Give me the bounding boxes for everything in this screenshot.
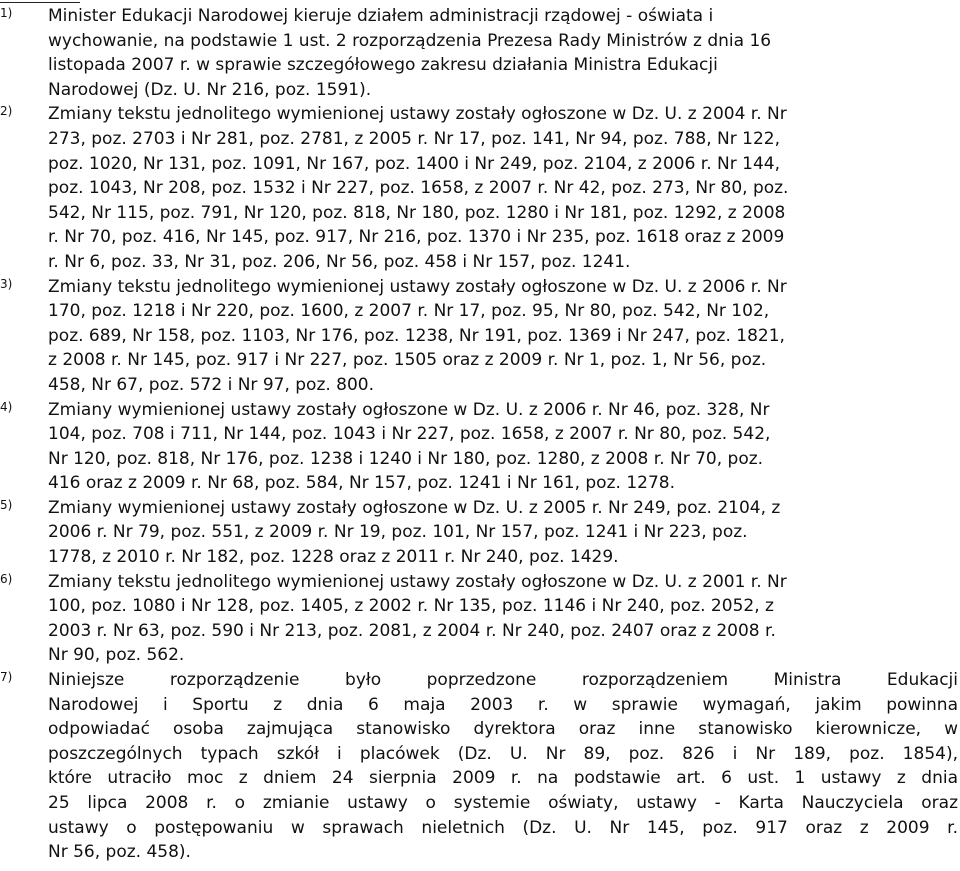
footnote-line: z 2008 r. Nr 145, poz. 917 i Nr 227, poz. 1505 oraz z 2009 r. Nr 1, poz. 1, Nr 56, poz.: [48, 350, 767, 371]
footnote-marker: 4): [0, 399, 13, 414]
footnote-line: Narodowej i Sportu z dnia 6 maja 2003 r. w sprawie wymagań, jakim powinna: [48, 694, 958, 715]
footnote-marker: 6): [0, 571, 13, 586]
footnote-line: odpowiadać osoba zajmująca stanowisko dyrektora oraz inne stanowisko kierownicze, w: [48, 719, 958, 740]
footnote-line: Narodowej (Dz. U. Nr 216, poz. 1591).: [48, 79, 372, 100]
footnote-line: poz. 1043, Nr 208, poz. 1532 i Nr 227, poz. 1658, z 2007 r. Nr 42, poz. 273, Nr 80, poz.: [48, 178, 789, 199]
footnote-text: [48, 398, 958, 496]
footnote-5: [0, 496, 958, 570]
footnote-line: Zmiany wymienionej ustawy zostały ogłoszone w Dz. U. z 2005 r. Nr 249, poz. 2104, z: [48, 497, 781, 518]
footnote-7: [0, 668, 958, 865]
footnote-line: które utraciło moc z dniem 24 sierpnia 2009 r. na podstawie art. 6 ust. 1 ustawy z dnia: [48, 768, 958, 789]
footnote-text: [48, 668, 958, 865]
footnote-line: 1778, z 2010 r. Nr 182, poz. 1228 oraz z 2011 r. Nr 240, poz. 1429.: [48, 547, 619, 568]
footnote-line: r. Nr 70, poz. 416, Nr 145, poz. 917, Nr 216, poz. 1370 i Nr 235, poz. 1618 oraz z 2009: [48, 227, 785, 248]
footnote-line: 100, poz. 1080 i Nr 128, poz. 1405, z 2002 r. Nr 135, poz. 1146 i Nr 240, poz. 2052, z: [48, 596, 774, 617]
footnote-line: Zmiany tekstu jednolitego wymienionej ustawy zostały ogłoszone w Dz. U. z 2004 r. Nr: [48, 104, 787, 125]
footnote-line: Minister Edukacji Narodowej kieruje działem administracji rządowej - oświata i: [48, 6, 714, 26]
footnotes-section: [0, 4, 958, 865]
footnote-4: [0, 398, 958, 496]
footnote-6: [0, 570, 958, 668]
footnote-line: Nr 120, poz. 818, Nr 176, poz. 1238 i 1240 i Nr 180, poz. 1280, z 2008 r. Nr 70, poz.: [48, 448, 764, 469]
footnote-line: poszczególnych typach szkół i placówek (Dz. U. Nr 89, poz. 826 i Nr 189, poz. 1854),: [48, 743, 958, 764]
footnote-3: [0, 275, 958, 398]
footnote-line: Zmiany tekstu jednolitego wymienionej ustawy zostały ogłoszone w Dz. U. z 2001 r. Nr: [48, 571, 787, 592]
footnote-line: Zmiany tekstu jednolitego wymienionej ustawy zostały ogłoszone w Dz. U. z 2006 r. Nr: [48, 276, 787, 297]
footnote-line: listopada 2007 r. w sprawie szczegółowego zakresu działania Ministra Edukacji: [48, 55, 718, 76]
footnote-marker: 1): [0, 6, 13, 20]
footnote-line: Nr 56, poz. 458).: [48, 842, 191, 863]
footnote-text: [48, 570, 958, 668]
footnote-line: poz. 1020, Nr 131, poz. 1091, Nr 167, poz. 1400 i Nr 249, poz. 2104, z 2006 r. Nr 144,: [48, 153, 780, 174]
footnote-line: 542, Nr 115, poz. 791, Nr 120, poz. 818, Nr 180, poz. 1280 i Nr 181, poz. 1292, z 2008: [48, 202, 786, 223]
footnote-line: poz. 689, Nr 158, poz. 1103, Nr 176, poz. 1238, Nr 191, poz. 1369 i Nr 247, poz. 1821,: [48, 325, 785, 346]
footnote-text: [48, 496, 958, 570]
footnote-text: [48, 102, 958, 274]
footnote-line: 458, Nr 67, poz. 572 i Nr 97, poz. 800.: [48, 374, 375, 395]
footnote-line: 25 lipca 2008 r. o zmianie ustawy o systemie oświaty, ustawy - Karta Nauczyciela oraz: [48, 793, 958, 813]
footnote-marker: 3): [0, 276, 13, 291]
footnote-line: Niniejsze rozporządzenie było poprzedzone rozporządzeniem Ministra Edukacji: [48, 670, 958, 691]
footnote-line: 170, poz. 1218 i Nr 220, poz. 1600, z 2007 r. Nr 17, poz. 95, Nr 80, poz. 542, Nr 102,: [48, 301, 770, 322]
footnote-line: 104, poz. 708 i 711, Nr 144, poz. 1043 i Nr 227, poz. 1658, z 2007 r. Nr 80, poz. 542,: [48, 424, 771, 445]
footnote-line: 273, poz. 2703 i Nr 281, poz. 2781, z 2005 r. Nr 17, poz. 141, Nr 94, poz. 788, Nr 122,: [48, 128, 780, 149]
footnote-line: 2003 r. Nr 63, poz. 590 i Nr 213, poz. 2081, z 2004 r. Nr 240, poz. 2407 oraz z 2008 r.: [48, 620, 776, 641]
footnote-marker: 2): [0, 104, 13, 119]
footnote-line: 2006 r. Nr 79, poz. 551, z 2009 r. Nr 19, poz. 101, Nr 157, poz. 1241 i Nr 223, poz.: [48, 522, 748, 543]
footnote-marker: 5): [0, 497, 13, 512]
footnote-line: wychowanie, na podstawie 1 ust. 2 rozporządzenia Prezesa Rady Ministrów z dnia 16: [48, 30, 772, 51]
footnote-1: [0, 4, 958, 102]
footnote-line: Zmiany wymienionej ustawy zostały ogłoszone w Dz. U. z 2006 r. Nr 46, poz. 328, Nr: [48, 399, 770, 420]
footnote-marker: 7): [0, 670, 13, 685]
footnote-line: ustawy o postępowaniu w sprawach nieletnich (Dz. U. Nr 145, poz. 917 oraz z 2009 r.: [48, 817, 958, 838]
footnote-text: [48, 4, 958, 102]
footnote-text: [48, 275, 958, 398]
footnote-line: 416 oraz z 2009 r. Nr 68, poz. 584, Nr 157, poz. 1241 i Nr 161, poz. 1278.: [48, 473, 675, 494]
footnote-separator-rule: [0, 2, 80, 3]
footnote-2: [0, 102, 958, 274]
footnote-line: Nr 90, poz. 562.: [48, 645, 185, 666]
footnote-line: r. Nr 6, poz. 33, Nr 31, poz. 206, Nr 56, poz. 458 i Nr 157, poz. 1241.: [48, 251, 631, 272]
